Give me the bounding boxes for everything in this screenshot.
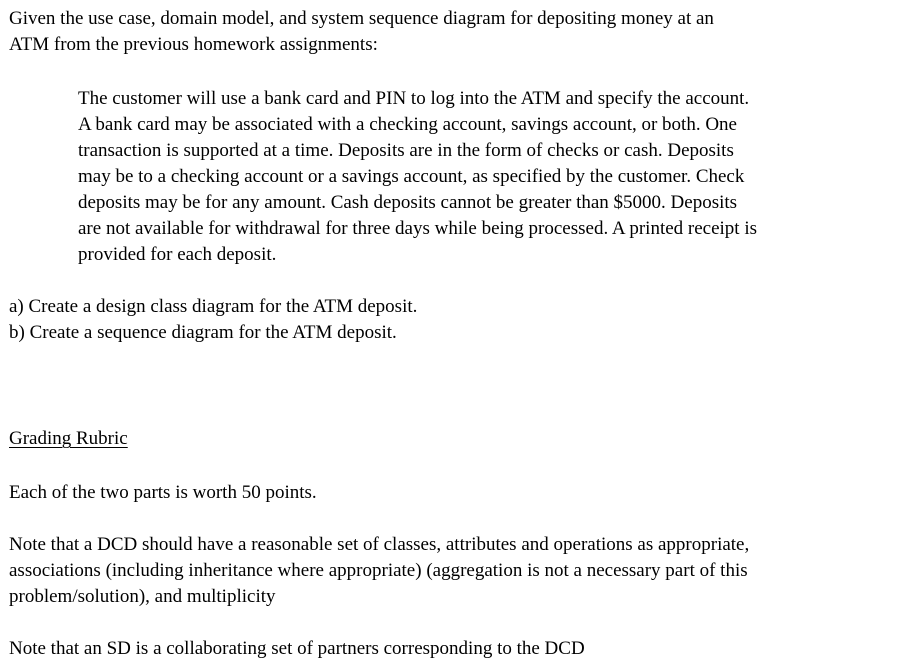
dcd-note-line: problem/solution), and multiplicity — [9, 586, 276, 607]
dcd-note — [9, 532, 749, 610]
rubric-heading: Grading Rubric — [9, 428, 128, 449]
sd-note: Note that an SD is a collaborating set of partners corresponding to the DCD — [9, 638, 585, 659]
rubric-points: Each of the two parts is worth 50 points. — [9, 482, 317, 503]
use-case-description — [78, 86, 757, 268]
intro-line-1: Given the use case, domain model, and system sequence diagram for depositing money at an — [9, 8, 714, 29]
task-b: b) Create a sequence diagram for the ATM deposit. — [9, 322, 397, 343]
task-a: a) Create a design class diagram for the ATM deposit. — [9, 296, 418, 317]
use-case-line: deposits may be for any amount. Cash deposits cannot be greater than $5000. Deposits — [78, 192, 738, 213]
dcd-note-line: associations (including inheritance where appropriate) (aggregation is not a necessary part of this — [9, 560, 748, 581]
intro-line-2: ATM from the previous homework assignments: — [9, 34, 378, 55]
use-case-line: provided for each deposit. — [78, 244, 277, 265]
dcd-note-line: Note that a DCD should have a reasonable set of classes, attributes and operations as appropriate, — [9, 534, 750, 555]
use-case-line: A bank card may be associated with a checking account, savings account, or both. One — [78, 114, 737, 135]
use-case-line: The customer will use a bank card and PIN to log into the ATM and specify the account. — [78, 88, 750, 109]
use-case-line: are not available for withdrawal for three days while being processed. A printed receipt is — [78, 218, 758, 239]
use-case-line: may be to a checking account or a savings account, as specified by the customer. Check — [78, 166, 745, 187]
use-case-line: transaction is supported at a time. Deposits are in the form of checks or cash. Deposits — [78, 140, 734, 161]
